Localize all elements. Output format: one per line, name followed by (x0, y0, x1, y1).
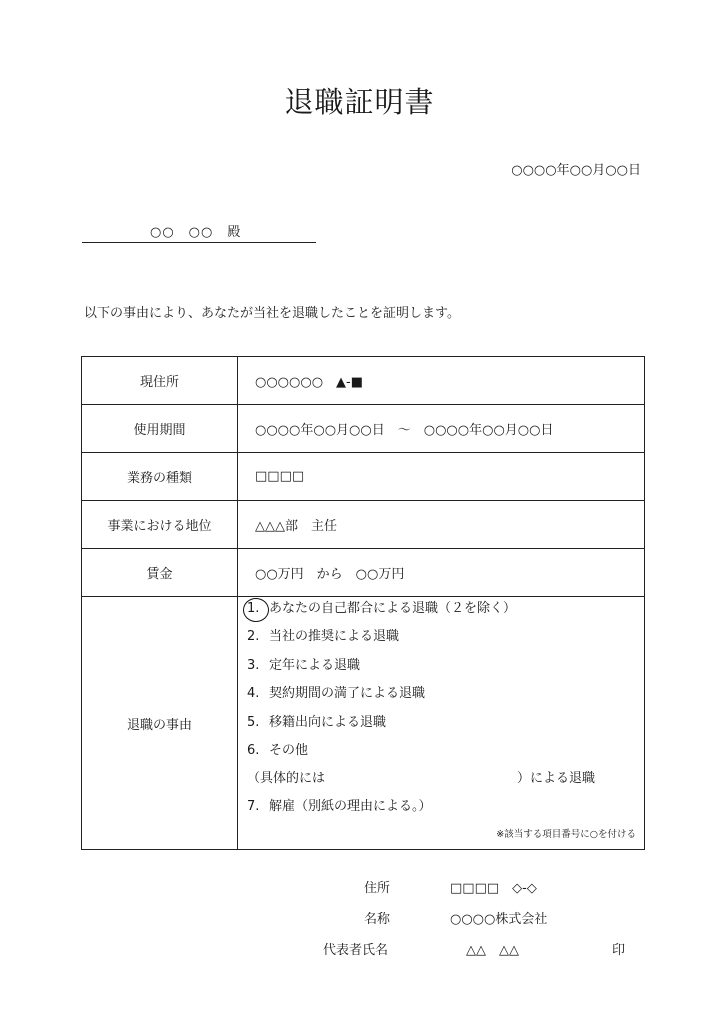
reason-item-3 (247, 657, 360, 675)
reason-number: 6. (247, 743, 260, 758)
duties-value: □□□□ (238, 453, 645, 501)
issuer-name-label: 名称 (364, 912, 391, 927)
address-value: ○○○○○○ ▲-■ (238, 357, 645, 405)
reason-text: 当社の推奨による退職 (269, 629, 400, 644)
recipient-line (82, 220, 316, 243)
period-value: ○○○○年○○月○○日 ～ ○○○○年○○月○○日 (238, 405, 645, 453)
reason-text: 解雇（別紙の理由による。） (269, 799, 432, 814)
recipient-name: ○○ ○○ 殿 (150, 225, 242, 240)
reason-text: 定年による退職 (269, 658, 361, 673)
reason-number: 7. (247, 799, 260, 814)
duties-label: 業務の種類 (82, 453, 238, 501)
position-label: 事業における地位 (82, 501, 238, 549)
reason-detail-close: ）による退職 (517, 771, 596, 786)
intro-text: 以下の事由により、あなたが当社を退職したことを証明します。 (84, 306, 460, 321)
reason-number: 3. (247, 658, 260, 673)
representative-label: 代表者氏名 (323, 943, 389, 958)
reason-detail-open: （具体的には (247, 771, 326, 786)
reason-item-detail (247, 770, 597, 788)
reason-item-6 (247, 742, 308, 760)
reason-item-5 (247, 714, 386, 732)
table-row (82, 405, 645, 453)
reason-text: 移籍出向による退職 (269, 715, 387, 730)
position-value: △△△部 主任 (238, 501, 645, 549)
table-row (82, 549, 645, 597)
reason-text: その他 (269, 743, 309, 758)
reason-text: あなたの自己都合による退職（２を除く） (269, 601, 517, 616)
wage-label: 賃金 (82, 549, 238, 597)
table-row (82, 453, 645, 501)
seal-mark: 印 (612, 943, 626, 958)
period-label: 使用期間 (82, 405, 238, 453)
issuer-name-value: ○○○○株式会社 (450, 912, 548, 927)
issuer-address-label: 住所 (364, 881, 391, 896)
reason-item-2 (247, 628, 399, 646)
certificate-table (81, 356, 645, 850)
reason-list (247, 597, 644, 849)
reason-note: ※該当する項目番号に○を付ける (496, 829, 636, 840)
reason-number: 1. (247, 601, 260, 616)
reason-item-1 (247, 600, 516, 618)
table-row (82, 357, 645, 405)
table-row (82, 597, 645, 850)
representative-name: △△ △△ (466, 943, 519, 958)
reason-text: 契約期間の満了による退職 (269, 686, 426, 701)
address-label: 現住所 (82, 357, 238, 405)
reason-label: 退職の事由 (82, 597, 238, 850)
reason-number: 2. (247, 629, 260, 644)
table-row (82, 501, 645, 549)
reason-cell (238, 597, 645, 850)
reason-item-4 (247, 685, 425, 703)
selection-circle-icon (243, 598, 269, 622)
issue-date: ○○○○年○○月○○日 (511, 163, 641, 178)
reason-number: 4. (247, 686, 260, 701)
document-title: 退職証明書 (284, 85, 435, 119)
reason-number: 5. (247, 715, 260, 730)
wage-value: ○○万円 から ○○万円 (238, 549, 645, 597)
issuer-address-value: □□□□ ◇-◇ (450, 881, 537, 896)
reason-item-7 (247, 798, 432, 816)
